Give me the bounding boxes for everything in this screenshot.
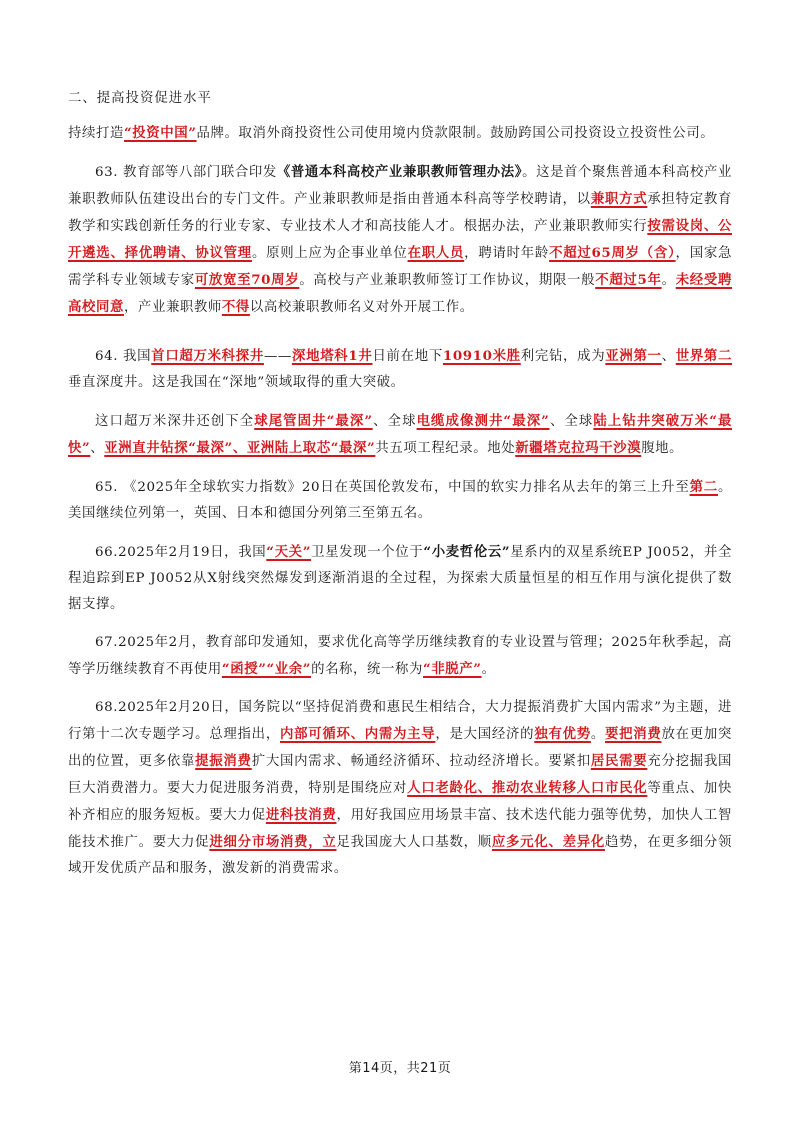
paragraph-65 — [68, 474, 732, 527]
text: 足我国庞大人口基数，顺 — [336, 835, 492, 850]
highlight: 进细分市场消费，立 — [209, 834, 337, 850]
text: 。 — [481, 662, 496, 677]
paragraph-63 — [68, 159, 732, 321]
highlight: 兼职方式 — [590, 191, 648, 207]
highlight: 未经受聘高校同意 — [68, 272, 732, 315]
highlight: 深地塔科1井 — [291, 348, 373, 364]
text: 68.2025年2月20日，国务院以“坚持促消费和惠民生相结合，大力提振消费扩大国内需求”为主题，进行第十二次专题学习。总理指出， — [68, 700, 732, 742]
highlight: 亚洲第一 — [605, 348, 662, 364]
highlight: 提振消费 — [195, 753, 252, 769]
highlight: 人口老龄化、推动农业转移人口市民化 — [407, 780, 648, 796]
text: ，是大国经济的 — [435, 727, 535, 742]
highlight: 亚洲直井钻探“最深”、亚洲陆上取芯“最深” — [104, 440, 376, 456]
paragraph-64-records — [68, 408, 732, 462]
highlight: 不超过65周岁（含） — [549, 245, 676, 261]
highlight: 应多元化、差异化 — [491, 834, 605, 850]
text: 等重点、加快补齐相应的服务短板。要大力促 — [68, 781, 732, 823]
document-title: 《普通本科高校产业兼职教师管理办法》 — [276, 164, 523, 180]
paragraph-investment — [68, 120, 732, 147]
highlight: “函授”“业余” — [221, 661, 312, 677]
text: ，用好我国应用场景丰富、技术迭代能力强等优势，加快人工智能技术推广。要大力促 — [68, 808, 732, 850]
section-heading: 二、提高投资促进水平 — [68, 91, 212, 106]
text: 持续打造 — [68, 126, 124, 141]
highlight: 球尾管固井“最深” — [254, 413, 373, 429]
highlight: 可放宽至70周岁 — [194, 272, 300, 288]
text: ，产业兼职教师 — [123, 300, 222, 315]
highlight: “天关” — [266, 544, 312, 560]
text: ，聘请时年龄 — [464, 246, 550, 261]
text: 66.2025年2月19日，我国 — [95, 545, 267, 560]
text: 以高校兼职教师名义对外开展工作。 — [249, 300, 474, 315]
text: 、全球 — [372, 414, 417, 429]
text: —— — [263, 349, 292, 364]
text: 放在更加突出的位置，更多依靠 — [68, 727, 733, 769]
bold-term: “小麦哲伦云” — [423, 544, 511, 560]
highlight: “非脱产” — [423, 661, 482, 677]
highlight: 独有优势 — [534, 726, 591, 742]
highlight: 不超过5年 — [595, 272, 662, 288]
highlight: 按需设岗、公开遴选、择优聘请、协议管理 — [68, 218, 732, 261]
text: 。高校与产业兼职教师签订工作协议，期限一般 — [299, 273, 596, 288]
highlight: 首口超万米科探井 — [151, 348, 264, 364]
highlight: “投资中国” — [123, 125, 197, 141]
highlight: 第二 — [689, 479, 718, 495]
highlight: 进科技消费 — [265, 807, 337, 823]
text: 63. 教育部等八部门联合印发 — [95, 165, 277, 180]
text: 64. 我国 — [95, 349, 152, 364]
highlight: 要把消费 — [604, 726, 662, 742]
text: 星系内的双星系统EP J0052，并全程追踪到EP J0052从X射线突然爆发到逐渐消退的全过程，为探索大质量恒星的相互作用与演化提供了数据支撑。 — [68, 545, 732, 612]
text: 品牌。取消外商投资性公司使用境内贷款限制。鼓励跨国公司投资设立投资性公司。 — [196, 126, 715, 141]
page-content — [68, 86, 732, 882]
paragraph-68 — [68, 695, 732, 882]
text: 腹地。 — [641, 441, 684, 456]
text: 、 — [661, 349, 676, 364]
paragraph-67 — [68, 630, 732, 683]
text: 卫星发现一个位于 — [311, 545, 424, 560]
text: 利完钻，成为 — [520, 349, 606, 364]
text: 65. 《2025年全球软实力指数》20日在英国伦敦发布，中国的软实力排名从去年的第三上升至 — [95, 480, 690, 495]
text: 垂直深度井。这是我国在“深地”领域取得的重大突破。 — [68, 375, 405, 390]
text: 、全球 — [549, 414, 594, 429]
text: 。原则上应为企事业单位 — [251, 246, 408, 261]
text: 、 — [90, 441, 105, 456]
text: 承担特定教育教学和实践创新任务的行业专家、专业技术人才和高技能人才。根据办法，产业兼职教师实行 — [68, 192, 733, 234]
text: 趋势，在更多细分领域开发优质产品和服务，激发新的消费需求。 — [68, 835, 732, 876]
highlight: 电缆成像测井“最深” — [416, 413, 550, 429]
text: 。 — [661, 273, 676, 288]
highlight: 内部可循环、内需为主导 — [279, 726, 436, 742]
text: 。这是首个聚焦普通本科高校产业兼职教师队伍建设出台的专门文件。产业兼职教师是指由普通本科高等学校聘请，以 — [68, 165, 732, 207]
highlight: 不得 — [221, 299, 250, 315]
text: 。美国继续位列第一，英国、日本和德国分列第三至第五名。 — [68, 480, 732, 521]
text: 共五项工程纪录。地处 — [375, 441, 516, 456]
text: 这口超万米深井还创下全 — [95, 414, 255, 429]
highlight: 世界第二 — [675, 348, 733, 364]
paragraph-64 — [68, 343, 732, 396]
text: 。 — [590, 727, 605, 742]
text: 扩大国内需求、畅通经济循环、拉动经济增长。要紧扣 — [251, 754, 591, 769]
text: 日前在地下 — [372, 349, 443, 364]
page-number: 第14页，共21页 — [348, 1061, 452, 1076]
text: 67.2025年2月，教育部印发通知，要求优化高等学历继续教育的专业设置与管理；2025年秋季起，高等学历继续教育不再使用 — [68, 635, 732, 677]
highlight: 在职人员 — [407, 245, 465, 261]
text: 的名称，统一称为 — [311, 662, 424, 677]
highlight: 新疆塔克拉玛干沙漠 — [515, 440, 642, 456]
highlight: 居民需要 — [590, 753, 648, 769]
highlight: 10910米胜 — [442, 348, 521, 364]
highlight: 陆上钻井突破万米“最快” — [68, 413, 732, 456]
paragraph-66 — [68, 539, 732, 618]
text: 充分挖掘我国巨大消费潜力。要大力促进服务消费，特别是围绕应对 — [68, 754, 732, 796]
text: ，国家急需学科专业领域专家 — [68, 246, 732, 288]
